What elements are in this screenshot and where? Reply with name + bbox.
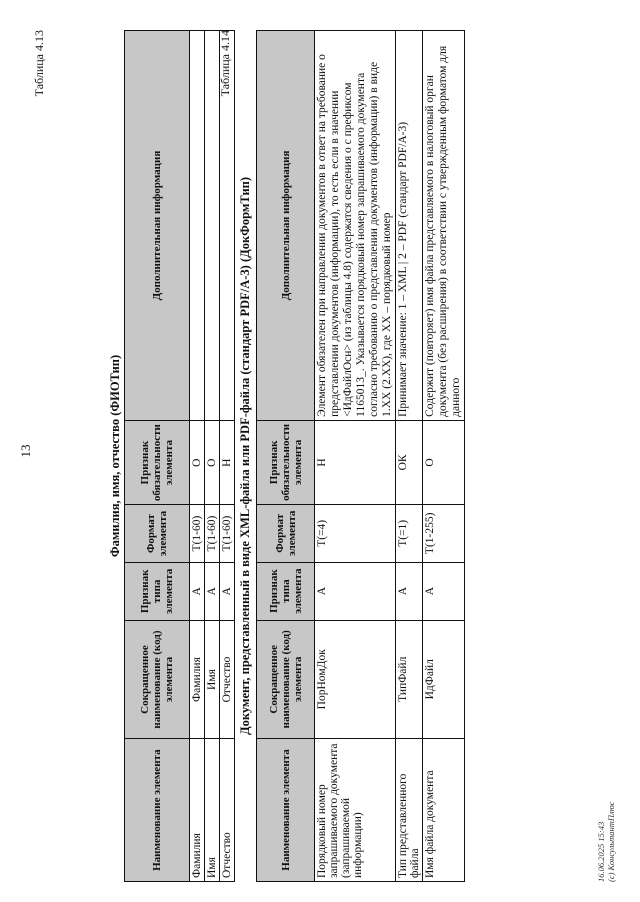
cell-code: ПорНомДок	[315, 620, 396, 738]
cell-required: О	[205, 421, 220, 505]
header-element-name: Наименование элемента	[125, 739, 190, 882]
cell-name: Тип представленного файла	[396, 739, 423, 882]
print-stamp	[596, 802, 616, 882]
header-required-flag: Признак обязательности элемента	[257, 420, 315, 504]
header-type-flag: Признак типа элемента	[257, 562, 315, 620]
table-header-row	[257, 31, 315, 882]
cell-format: T(=1)	[396, 504, 423, 562]
cell-type: А	[423, 562, 465, 620]
cell-required: О	[423, 420, 465, 504]
cell-required: ОК	[396, 420, 423, 504]
header-required-flag: Признак обязательности элемента	[125, 421, 190, 505]
cell-name: Порядковый номер запрашиваемого документа (запрашиваемой информации)	[315, 739, 396, 882]
cell-type: А	[205, 562, 220, 620]
table-4-14-label: Таблица 4.14	[218, 30, 232, 97]
header-short-code: Сокращенное наименование (код) элемента	[257, 620, 315, 738]
cell-format: T(1-60)	[220, 505, 235, 563]
table-4-13-label: Таблица 4.13	[32, 30, 46, 97]
cell-type: А	[315, 562, 396, 620]
cell-code: ИдФайл	[423, 620, 465, 738]
table-header-row	[125, 31, 190, 882]
cell-format: T(1-60)	[190, 505, 205, 563]
cell-type: А	[220, 562, 235, 620]
header-type-flag: Признак типа элемента	[125, 562, 190, 620]
table-4-14	[256, 30, 465, 882]
header-element-name: Наименование элемента	[257, 739, 315, 882]
cell-name: Отчество	[220, 739, 235, 882]
table-4-14-caption: Документ, представленный в виде XML-файла или PDF-файла (стандарт PDF/A-3) (ДокФормТип)	[238, 176, 252, 736]
table-row	[315, 31, 396, 882]
cell-type: А	[190, 562, 205, 620]
cell-required: Н	[220, 421, 235, 505]
cell-code: ТипФайл	[396, 620, 423, 738]
cell-code: Имя	[205, 620, 220, 739]
cell-info: Элемент обязателен при направлении документов в ответ на требование о представлении документов (информации), то есть если в значении <ИдФайлОсн> (из таблицы 4.8) содержатся сведения о с префиксом 1165013_. Указывается порядковый номер запрашиваемого документа согласно требованию о представлении документов (информации) в виде 1.XX (2.XX), где XX – порядковый номер	[315, 31, 396, 421]
cell-format: T(1-255)	[423, 504, 465, 562]
cell-info	[190, 31, 205, 421]
cell-name: Фамилия	[190, 739, 205, 882]
cell-required: О	[190, 421, 205, 505]
table-4-13-caption: Фамилия, имя, отчество (ФИОТип)	[108, 354, 122, 558]
header-format: Формат элемента	[125, 505, 190, 563]
cell-name: Имя	[205, 739, 220, 882]
header-additional-info: Дополнительная информация	[257, 31, 315, 421]
table-row	[396, 31, 423, 882]
cell-info: Содержит (повторяет) имя файла представляемого в налоговый орган документа (без расширения) в соответствии с утвержденным форматом для данного	[423, 31, 465, 421]
table-row	[190, 31, 205, 882]
cell-name: Имя файла документа	[423, 739, 465, 882]
stamp-date: 16.06.2025 15:43	[596, 821, 606, 882]
header-additional-info: Дополнительная информация	[125, 31, 190, 421]
cell-info: Принимает значение: 1 – XML | 2 – PDF (стандарт PDF/A-3)	[396, 31, 423, 421]
table-row	[423, 31, 465, 882]
cell-type: А	[396, 562, 423, 620]
cell-code: Фамилия	[190, 620, 205, 739]
cell-code: Отчество	[220, 620, 235, 739]
stamp-source: (c) КонсультантПлюс	[606, 801, 616, 882]
page-number: 13	[18, 444, 33, 458]
cell-format: T(1-60)	[205, 505, 220, 563]
header-short-code: Сокращенное наименование (код) элемента	[125, 620, 190, 739]
cell-format: T(=4)	[315, 504, 396, 562]
cell-required: Н	[315, 420, 396, 504]
header-format: Формат элемента	[257, 504, 315, 562]
